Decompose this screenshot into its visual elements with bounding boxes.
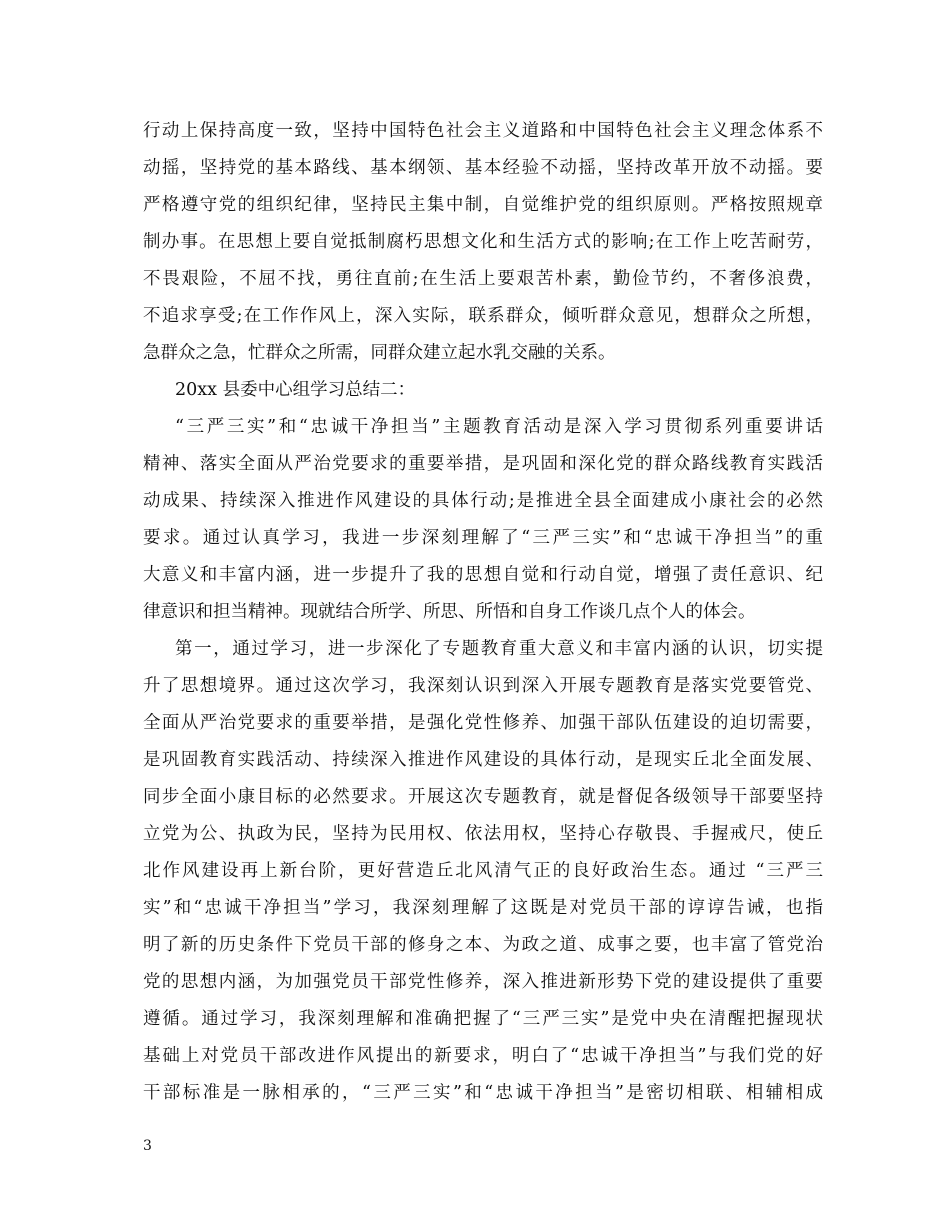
text-line: 第一，通过学习，进一步深化了专题教育重大意义和丰富内涵的认识，切实提 bbox=[175, 639, 823, 659]
paragraph-continuation bbox=[143, 113, 823, 372]
paragraph-intro bbox=[143, 409, 823, 631]
page-number: 3 bbox=[143, 1138, 152, 1154]
text-line: 基础上对党员干部改进作风提出的新要求，明白了“忠诚干净担当”与我们党的好 bbox=[143, 1046, 823, 1066]
section-heading: 20xx 县委中心组学习总结二： bbox=[175, 380, 416, 400]
text-line: 遵循。通过学习，我深刻理解和准确把握了“三严三实”是党中央在清醒把握现状 bbox=[143, 1009, 823, 1029]
text-line: 不追求享受;在工作作风上，深入实际，联系群众，倾听群众意见，想群众之所想， bbox=[143, 306, 823, 326]
text-line: 大意义和丰富内涵，进一步提升了我的思想自觉和行动自觉，增强了责任意识、纪 bbox=[143, 565, 823, 585]
text-line: 全面从严治党要求的重要举措，是强化党性修养、加强干部队伍建设的迫切需要， bbox=[143, 713, 823, 733]
text-line: 党的思想内涵，为加强党员干部党性修养，深入推进新形势下党的建设提供了重要 bbox=[143, 972, 823, 992]
text-line: 动摇，坚持党的基本路线、基本纲领、基本经验不动摇，坚持改革开放不动摇。要 bbox=[143, 158, 823, 178]
text-line: 律意识和担当精神。现就结合所学、所思、所悟和自身工作谈几点个人的体会。 bbox=[143, 602, 756, 622]
paragraph-first-point bbox=[143, 631, 823, 1112]
text-line: 要求。通过认真学习，我进一步深刻理解了“三严三实”和“忠诚干净担当”的重 bbox=[143, 528, 823, 548]
text-line: 制办事。在思想上要自觉抵制腐朽思想文化和生活方式的影响;在工作上吃苦耐劳， bbox=[143, 232, 823, 252]
text-line: “三严三实”和“忠诚干净担当”主题教育活动是深入学习贯彻系列重要讲话 bbox=[175, 417, 823, 437]
text-line: 动成果、持续深入推进作风建设的具体行动;是推进全县全面建成小康社会的必然 bbox=[143, 491, 823, 511]
text-line: 精神、落实全面从严治党要求的重要举措，是巩固和深化党的群众路线教育实践活 bbox=[143, 454, 823, 474]
text-line: 立党为公、执政为民，坚持为民用权、依法用权，坚持心存敬畏、手握戒尺，使丘 bbox=[143, 824, 823, 844]
text-line: 是巩固教育实践活动、持续深入推进作风建设的具体行动，是现实丘北全面发展、 bbox=[143, 750, 823, 770]
text-line: 急群众之急，忙群众之所需，同群众建立起水乳交融的关系。 bbox=[143, 343, 616, 363]
document-body bbox=[143, 113, 823, 1112]
text-line: 同步全面小康目标的必然要求。开展这次专题教育，就是督促各级领导干部要坚持 bbox=[143, 787, 823, 807]
text-line: 实”和“忠诚干净担当”学习，我深刻理解了这既是对党员干部的谆谆告诫，也指 bbox=[143, 898, 823, 918]
text-line: 北作风建设再上新台阶，更好营造丘北风清气正的良好政治生态。通过 “三严三 bbox=[143, 861, 823, 881]
text-line: 干部标准是一脉相承的，“三严三实”和“忠诚干净担当”是密切相联、相辅相成 bbox=[143, 1083, 823, 1103]
text-line: 明了新的历史条件下党员干部的修身之本、为政之道、成事之要，也丰富了管党治 bbox=[143, 935, 823, 955]
text-line: 升了思想境界。通过这次学习，我深刻认识到深入开展专题教育是落实党要管党、 bbox=[143, 676, 823, 696]
text-line: 行动上保持高度一致，坚持中国特色社会主义道路和中国特色社会主义理念体系不 bbox=[143, 121, 823, 141]
text-line: 不畏艰险，不屈不找，勇往直前;在生活上要艰苦朴素，勤俭节约，不奢侈浪费， bbox=[143, 269, 823, 289]
text-line: 严格遵守党的组织纪律，坚持民主集中制，自觉维护党的组织原则。严格按照规章 bbox=[143, 195, 823, 215]
